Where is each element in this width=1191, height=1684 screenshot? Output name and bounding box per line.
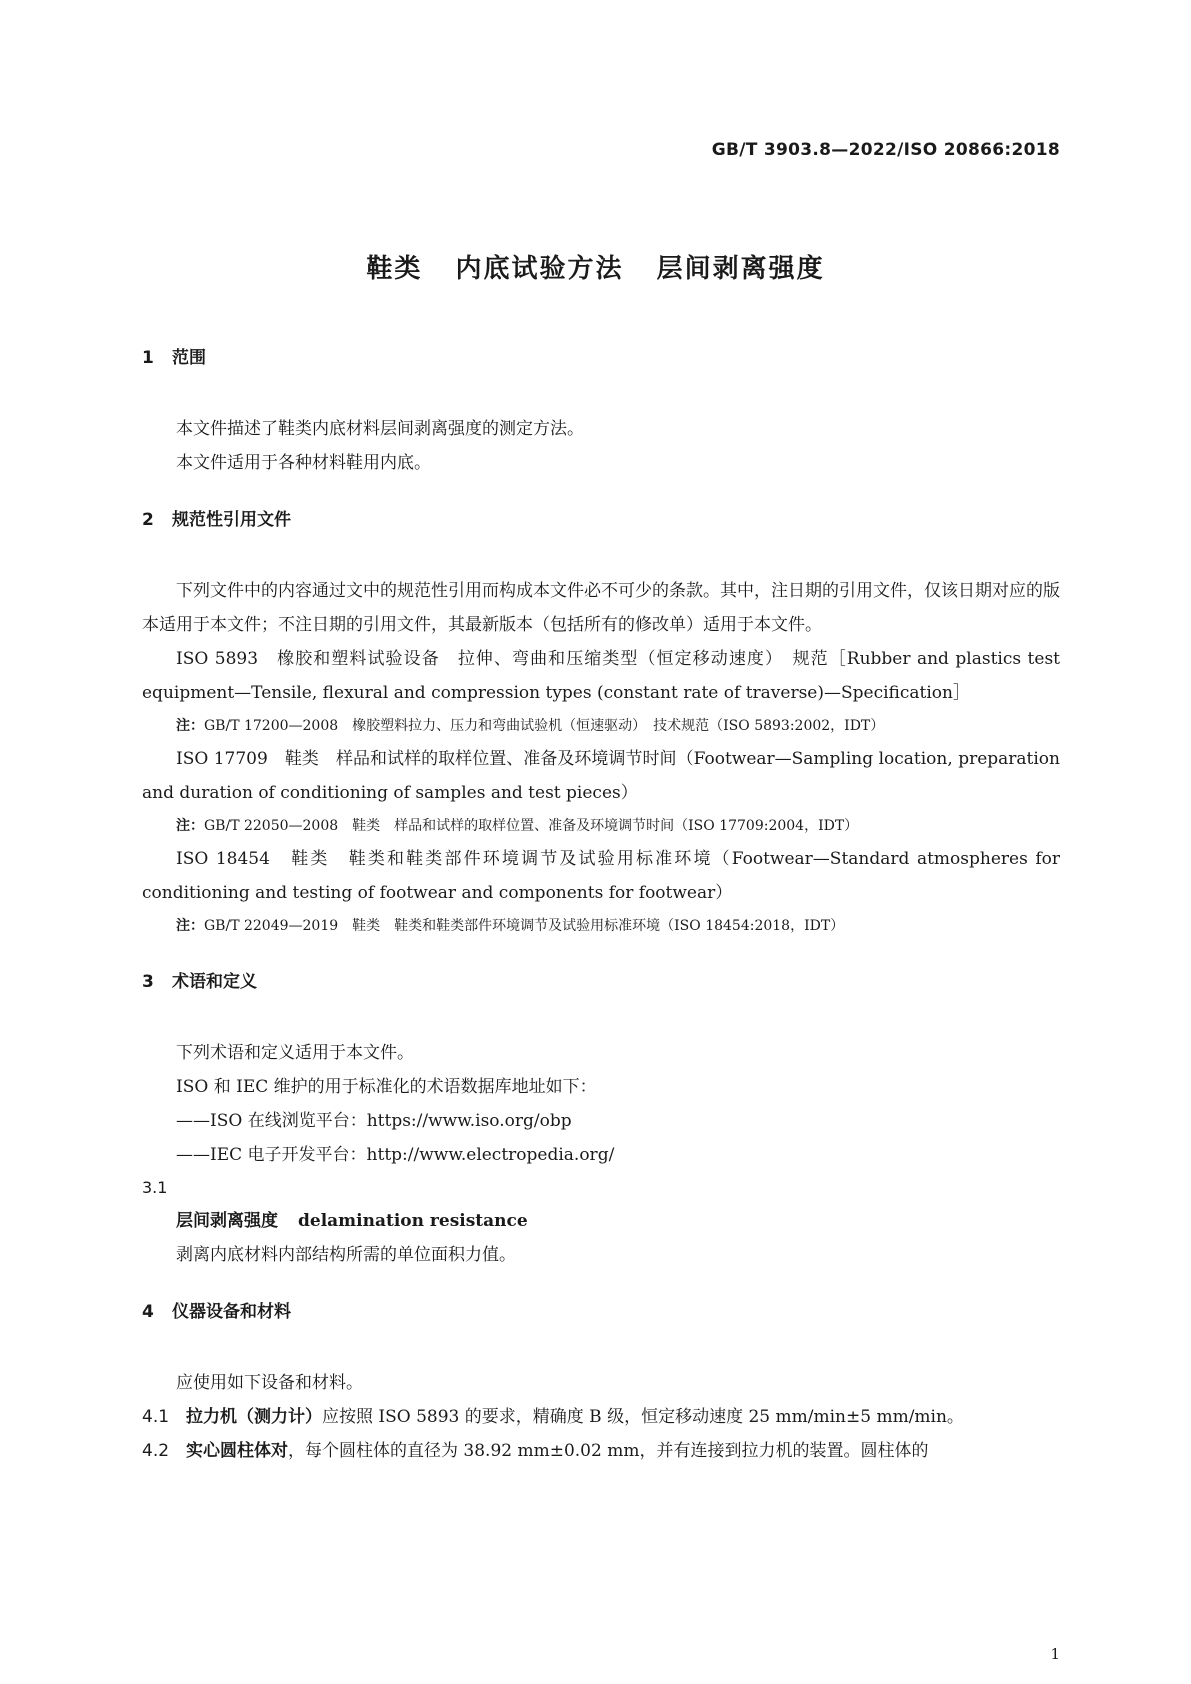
section-title: 仪器设备和材料	[172, 1302, 291, 1322]
database-link: ——IEC 电子开发平台：http://www.electropedia.org/	[176, 1145, 615, 1165]
term-number: 3.1	[142, 1178, 168, 1197]
reference-entry: ISO 17709 鞋类 样品和试样的取样位置、准备及环境调节时间（Footwear—Sampling location, preparation and duration of conditioning of samples and test pieces）	[142, 749, 1060, 803]
item-name: 实心圆柱体对	[186, 1441, 288, 1461]
section-heading-terms	[142, 970, 1060, 994]
section-heading-normative-references	[142, 508, 1060, 532]
note-text: GB/T 22049—2019 鞋类 鞋类和鞋类部件环境调节及试验用标准环境（ISO 18454:2018，IDT）	[204, 918, 845, 934]
paragraph: ISO 和 IEC 维护的用于标准化的术语数据库地址如下：	[176, 1077, 597, 1097]
paragraph: 本文件适用于各种材料鞋用内底。	[176, 453, 431, 473]
section-number: 1	[142, 348, 154, 368]
section-number: 3	[142, 972, 154, 992]
item-name: 拉力机（测力计）	[186, 1407, 322, 1427]
note	[142, 710, 1060, 742]
note-label: 注：	[176, 818, 204, 834]
standard-code: GB/T 3903.8—2022/ISO 20866:2018	[711, 140, 1060, 160]
document-title: 鞋类 内底试验方法 层间剥离强度	[366, 254, 825, 284]
section-heading-scope	[142, 346, 1060, 370]
paragraph: 本文件描述了鞋类内底材料层间剥离强度的测定方法。	[176, 419, 584, 439]
section-heading-apparatus	[142, 1300, 1060, 1324]
paragraph: 应使用如下设备和材料。	[176, 1373, 363, 1393]
apparatus-item	[142, 1434, 1060, 1468]
reference-entry: ISO 5893 橡胶和塑料试验设备 拉伸、弯曲和压缩类型（恒定移动速度） 规范［Rubber and plastics test equipment—Tensile, flexural and compression types (constant rate of traverse)—Specification］	[142, 649, 1060, 703]
section-number: 2	[142, 510, 154, 530]
term-definition: 剥离内底材料内部结构所需的单位面积力值。	[176, 1245, 516, 1265]
database-link: ——ISO 在线浏览平台：https://www.iso.org/obp	[176, 1111, 572, 1131]
note-label: 注：	[176, 918, 204, 934]
reference-entry: ISO 18454 鞋类 鞋类和鞋类部件环境调节及试验用标准环境（Footwear—Standard atmospheres for conditioning and testing of footwear and components for footwear）	[142, 849, 1060, 903]
term-entry	[142, 1204, 1060, 1238]
paragraph: 下列文件中的内容通过文中的规范性引用而构成本文件必不可少的条款。其中，注日期的引用文件，仅该日期对应的版本适用于本文件；不注日期的引用文件，其最新版本（包括所有的修改单）适用于本文件。	[142, 581, 1060, 635]
section-title: 术语和定义	[172, 972, 257, 992]
note-text: GB/T 17200—2008 橡胶塑料拉力、压力和弯曲试验机（恒速驱动） 技术规范（ISO 5893:2002，IDT）	[204, 718, 885, 734]
item-text: 应按照 ISO 5893 的要求，精确度 B 级，恒定移动速度 25 mm/min±5 mm/min。	[322, 1407, 964, 1427]
paragraph: 下列术语和定义适用于本文件。	[176, 1043, 414, 1063]
note-label: 注：	[176, 718, 204, 734]
item-number: 4.2	[142, 1441, 170, 1461]
note-text: GB/T 22050—2008 鞋类 样品和试样的取样位置、准备及环境调节时间（ISO 17709:2004，IDT）	[204, 818, 859, 834]
section-number: 4	[142, 1302, 154, 1322]
item-text: ，每个圆柱体的直径为 38.92 mm±0.02 mm，并有连接到拉力机的装置。圆柱体的	[288, 1441, 929, 1461]
term-chinese: 层间剥离强度	[176, 1211, 278, 1231]
note	[142, 910, 1060, 942]
document-body	[142, 346, 1060, 1468]
note	[142, 810, 1060, 842]
item-number: 4.1	[142, 1407, 170, 1427]
apparatus-item	[142, 1400, 1060, 1434]
section-title: 规范性引用文件	[172, 510, 291, 530]
section-title: 范围	[172, 348, 206, 368]
page-number: 1	[1050, 1645, 1060, 1663]
term-english: delamination resistance	[298, 1211, 528, 1231]
